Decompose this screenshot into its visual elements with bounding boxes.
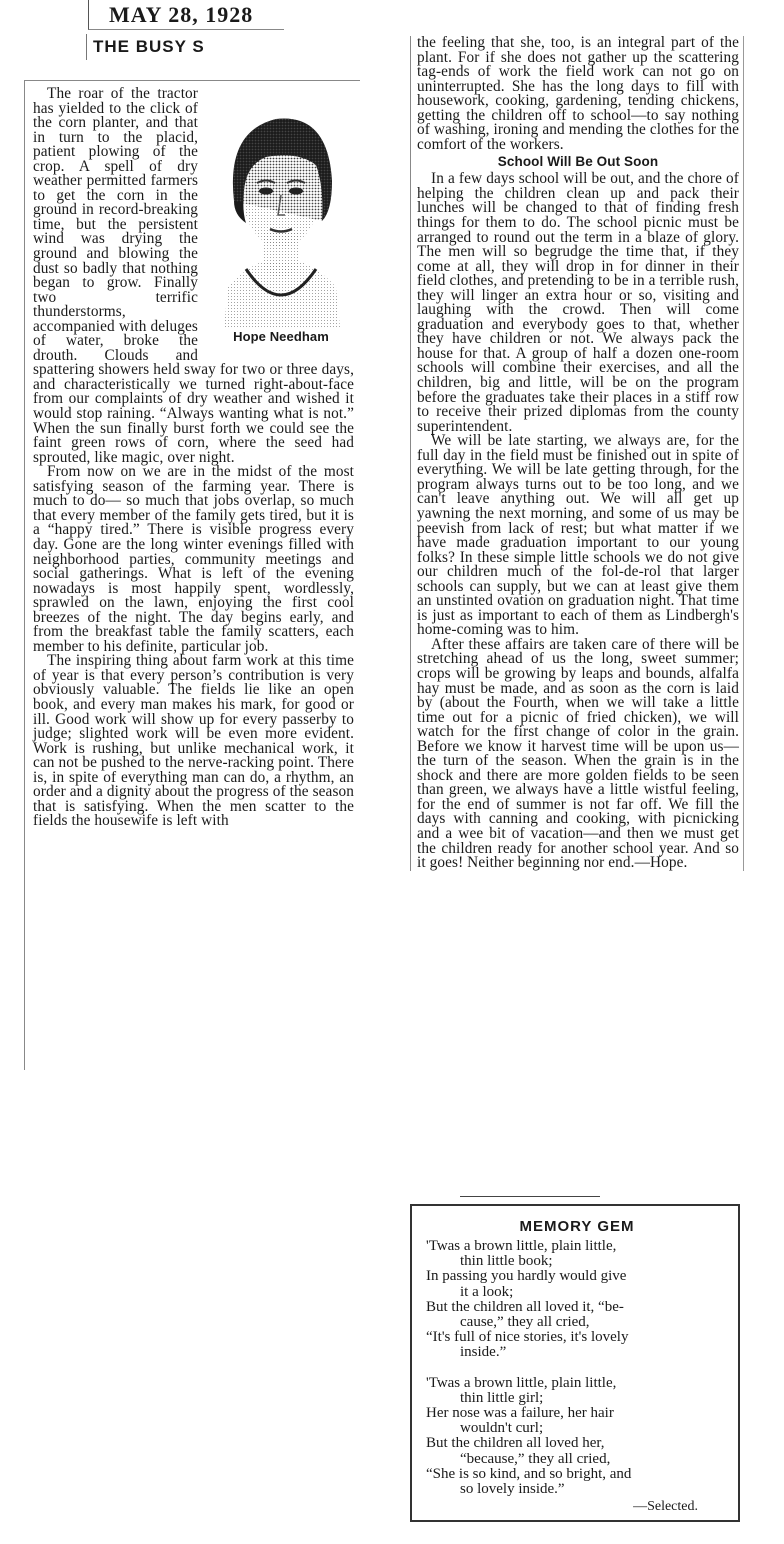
- article-paragraph: We will be late starting, we always are, for the full day in the field must be finished out in spite of everything. We will be late getting through, for the program always turns out to be too long, and we can't leave anything out. We will all get up yawning the next morning, and some of us may be peevish from lack of rest; but what matter if we have made graduation important to our young folks? In these simple little schools we do not give our children much of the fol-de-rol that larger schools can supply, but we can at least give them an unstinted ovation on graduation night. That time is just as important to each of them as Lindbergh's home-coming was to him.: [417, 432, 739, 639]
- clipping-date: MAY 28, 1928: [88, 0, 284, 30]
- article-paragraph: the feeling that she, too, is an integral part of the plant. For if she does not gather up the scattering tag-ends of work the field work can not go on uninterrupted. She has the long days to fill with housework, cooking, gardening, tending chickens, getting the children off to school—to say nothing of washing, ironing and mending the clothes for the comfort of the workers.: [417, 34, 739, 153]
- poem-line: it a look;: [460, 1283, 514, 1300]
- poem-line: “It's full of nice stories, it's lovely: [426, 1329, 629, 1346]
- poem-credit: —Selected.: [633, 1499, 698, 1515]
- poem-stanza: [426, 1239, 728, 1361]
- article-paragraph: In a few days school will be out, and the chore of helping the children clean up and pack their lunches will be changed to that of finding fresh things for them to do. The school picnic must be arranged to round out the term in a blaze of glory. The men will so begrudge the time that, if they come at all, they will drop in for dinner in their field clothes, and pretending to be in a terrible rush, they will linger an extra hour or so, visiting and laughing with the crowd. Then will come graduation and everybody goes to that, whether they have children or not. We always pack the house for that. A group of half a dozen one-room schools will combine their exercises, and all the children, big and little, will be on the program before the graduates take their places in a stiff row to receive their prized diplomas from the county superintendent.: [417, 170, 739, 435]
- poem-line: Her nose was a failure, her hair: [426, 1405, 614, 1422]
- article-left-column: [24, 80, 360, 1070]
- poem-line: But the children all loved her,: [426, 1435, 605, 1452]
- poem-stanza: [426, 1376, 728, 1498]
- poem-line: so lovely inside.”: [460, 1481, 565, 1498]
- article-paragraph: The roar of the tractor has yielded to the click of the corn planter, and that in turn to the placid, patient plowing of the crop. A spell of dry weather permitted farmers to get the corn in the ground in record-breaking time, but the persistent wind was drying the ground and blowing the dust so badly that nothing began to grow. Finally two terrific thunderstorms, accompanied with deluges of water, broke the drouth. Clouds and spattering showers held sway for two or three days, and characteristically we turned right-about-face from our complaints of dry weather and wished it would stop raining. “Always wanting what is not.” When the sun finally burst forth we could see the faint green rows of corn, where the seed had sprouted, like magic, over night.: [33, 85, 354, 466]
- article-paragraph: From now on we are in the midst of the most satisfying season of the farming year. There is much to do— so much that jobs overlap, so much that every member of the family gets tired, but it is a “happy tired.” There is visible progress every day. Gone are the long winter evenings filled with neighborhood parties, community meetings and social gatherings. What is left of the evening nowadays is most happily spent, wordlessly, sprawled on the lawn, enjoying the first cool breezes of the night. The day begins early, and from the breakfast table the family scatters, each member to his definite, particular job.: [33, 463, 354, 655]
- memory-gem-title: MEMORY GEM: [519, 1218, 635, 1235]
- poem-line: thin little book;: [460, 1253, 553, 1270]
- article-paragraph: The inspiring thing about farm work at this time of year is that every person’s contribution is very obviously valuable. The fields lie like an open book, and every man makes his mark, for good or ill. Good work will show up for every passerby to judge; slighted work will be even more evident. Work is rushing, but unlike mechanical work, it can not be pushed to the nerve-racking point. There is, in spite of everything man can do, a rhythm, an order and a dignity about the progress of the season that is satisfying. When the men scatter to the fields the housewife is left with: [33, 652, 354, 830]
- poem-line: wouldn't curl;: [460, 1420, 544, 1437]
- end-rule: [460, 1196, 600, 1197]
- poem-line: “She is so kind, and so bright, and: [426, 1465, 632, 1482]
- poem-line: 'Twas a brown little, plain little,: [426, 1238, 617, 1254]
- photo-caption: Hope Needham: [233, 329, 329, 344]
- column-heading: THE BUSY S: [86, 34, 218, 60]
- poem-line: In passing you hardly would give: [426, 1268, 627, 1285]
- poem-line: But the children all loved it, “be-: [426, 1298, 624, 1315]
- author-portrait: [206, 91, 356, 327]
- poem-line: thin little girl;: [460, 1389, 544, 1406]
- memory-gem-box: [410, 1204, 740, 1522]
- poem-line: cause,” they all cried,: [460, 1314, 590, 1331]
- poem-line: “because,” they all cried,: [460, 1450, 611, 1467]
- article-right-column: [410, 36, 744, 871]
- article-paragraph: After these affairs are taken care of there will be stretching ahead of us the long, sweet summer; crops will be growing by leaps and bounds, alfalfa hay must be made, and as soon as the corn is laid by (about the Fourth, when we will take a little time out for a picnic of fried chicken), we will watch for the first change of color in the grain. Before we know it harvest time will be upon us— the turn of the season. When the grain is in the shock and there are more golden fields to be seen than green, we always have a little wistful feeling, for the end of summer is not far off. We fill the days with canning and cooking, with picnicking and a wee bit of vacation—and then we must get the children ready for another school year. And so it goes! Neither beginning nor end.—Hope.: [417, 635, 739, 872]
- poem-line: inside.”: [460, 1344, 507, 1361]
- poem-line: 'Twas a brown little, plain little,: [426, 1374, 617, 1391]
- portrait-image: [206, 91, 356, 327]
- author-photo-block: [206, 91, 356, 345]
- section-subheading: School Will Be Out Soon: [497, 154, 659, 170]
